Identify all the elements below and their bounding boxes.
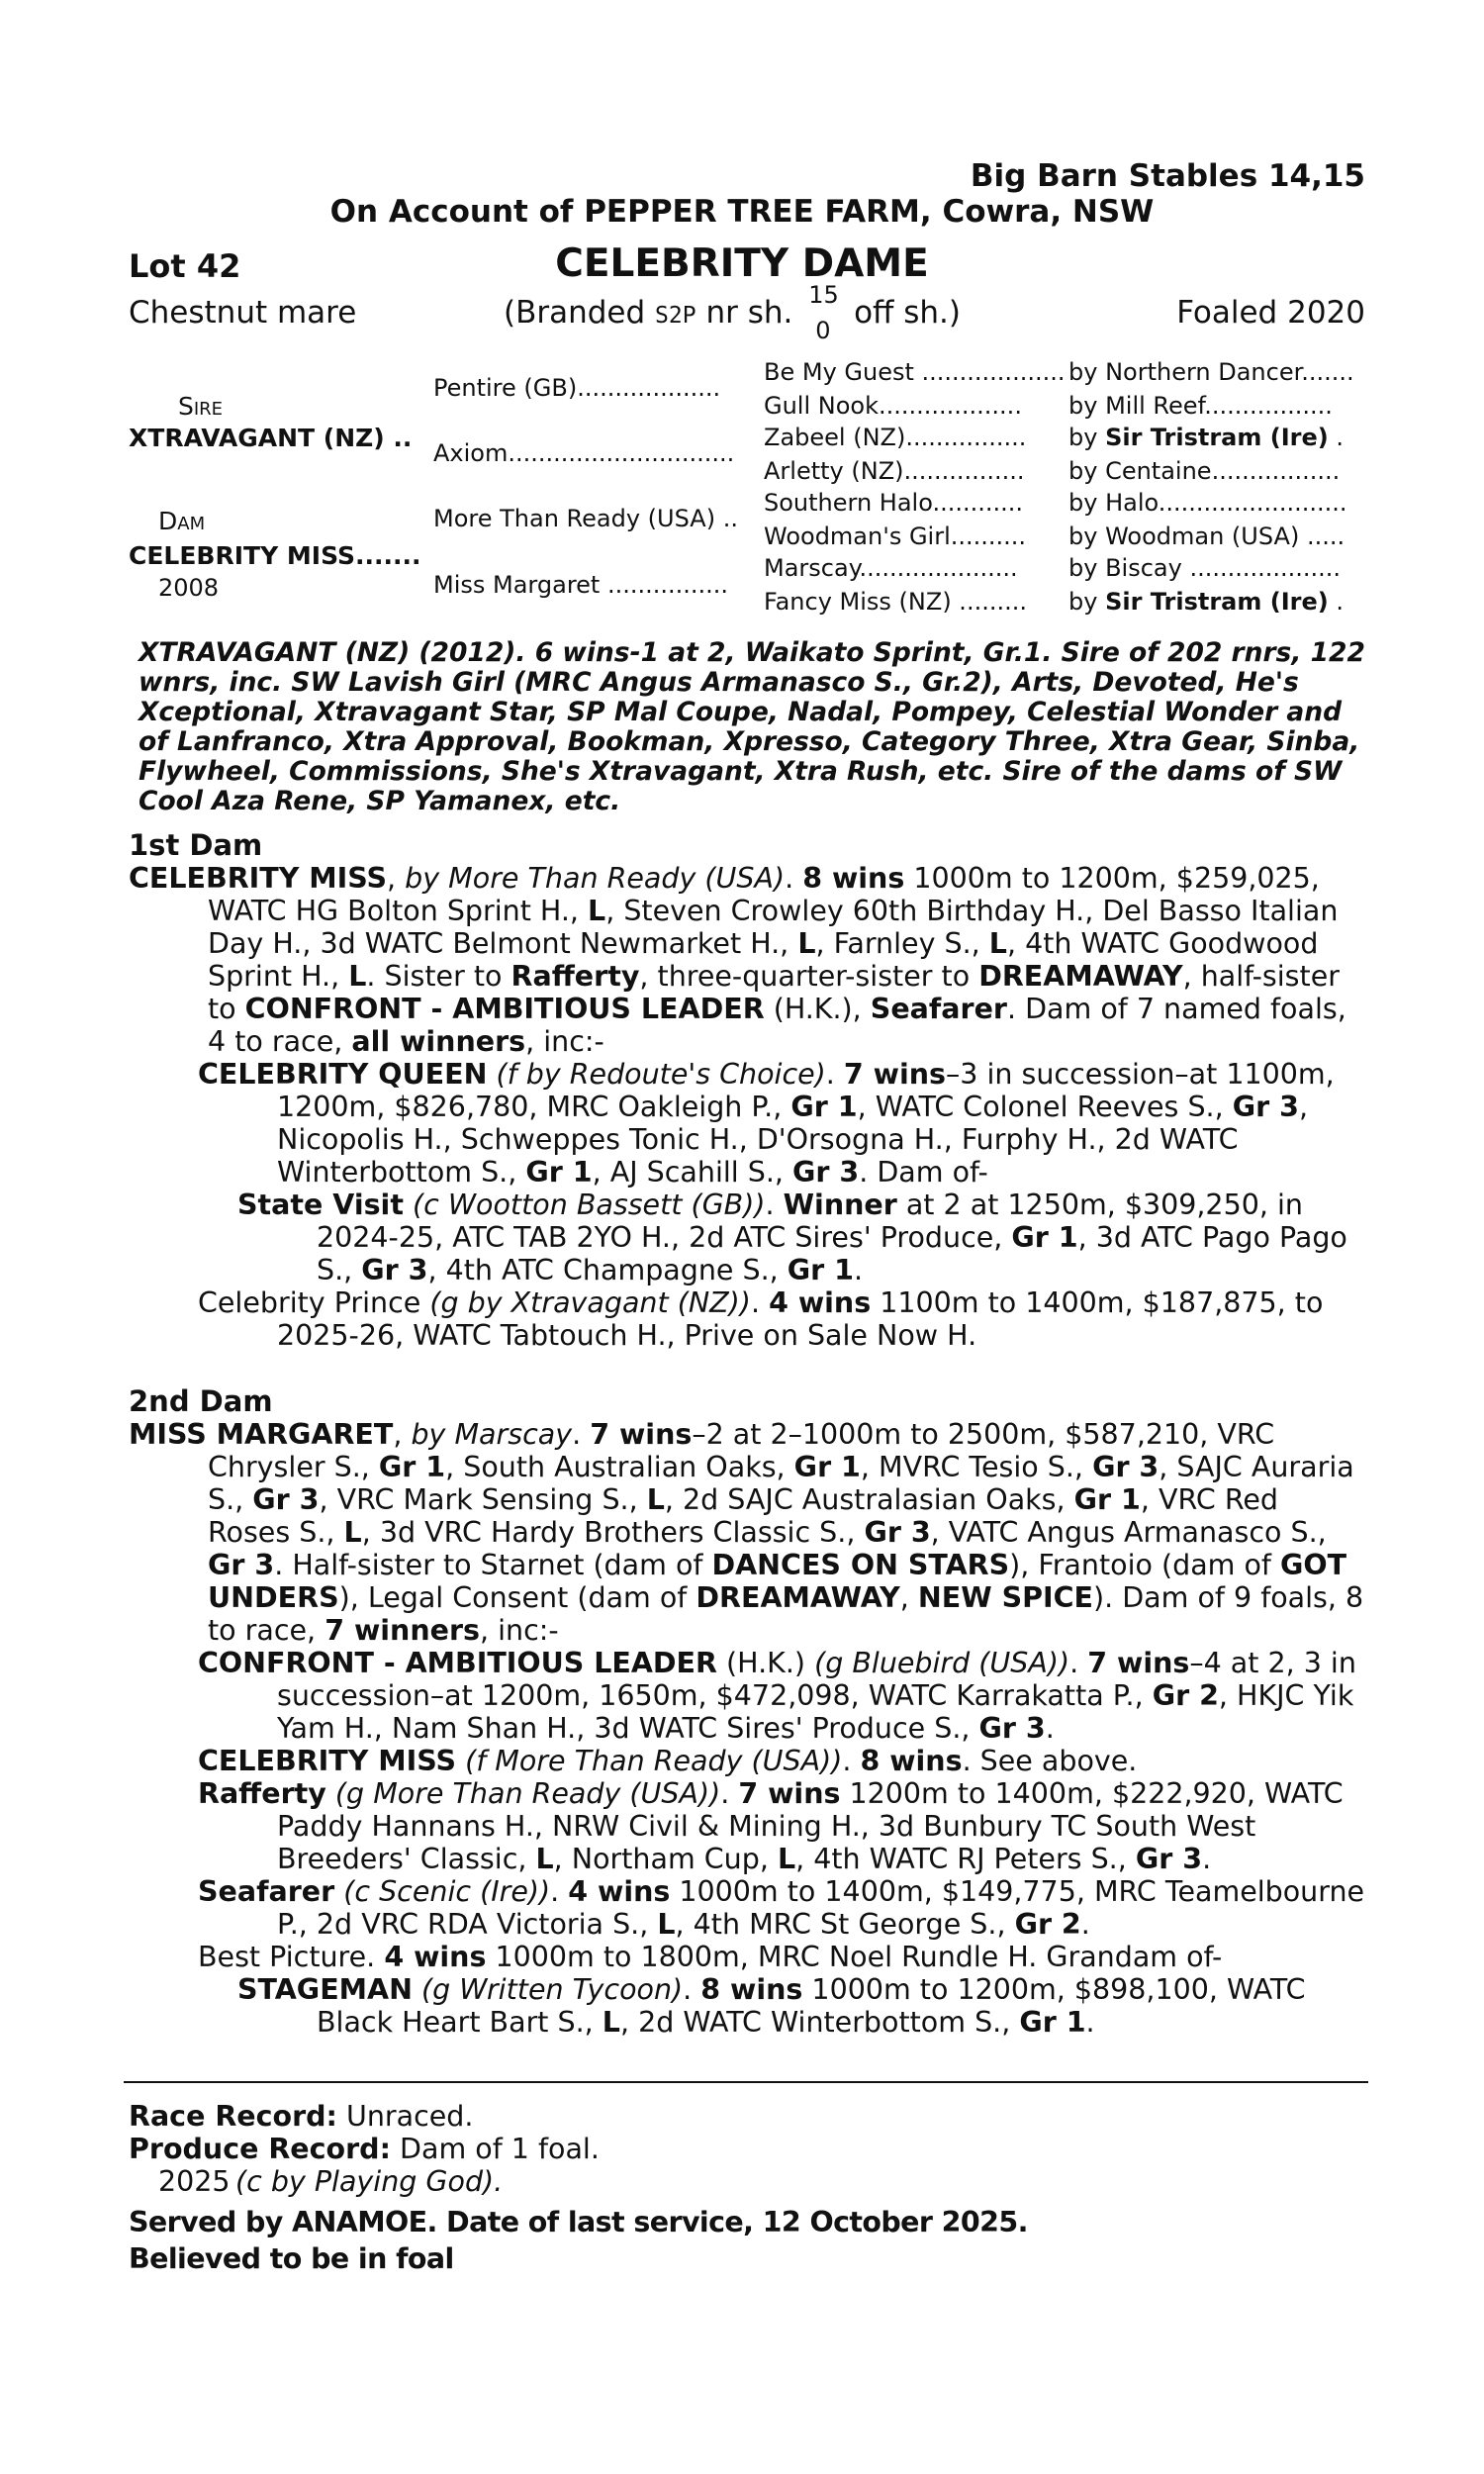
first-dam-paragraphs (129, 862, 1365, 1352)
ancestor-sire-3: by Sir Tristram (Ire) . (1068, 424, 1344, 451)
foaled-year: Foaled 2020 (1176, 295, 1365, 331)
service-note: Served by ANAMOE. Date of last service, 12 October 2025. (129, 2206, 1028, 2238)
race-record-paragraph: CELEBRITY QUEEN (f by Redoute's Choice). 7 wins–3 in succession–at 1100m, 1200m, $826,780, MRC Oakleigh P., Gr 1, WATC Colonel Reeves S., Gr 3, Nicopolis H., Schweppes Tonic H., D'Orsogna H., Furphy H., 2d WATC Winterbottom S., Gr 1, AJ Scahill S., Gr 3. Dam of- (198, 1058, 1335, 1189)
first-dam-section (129, 829, 1365, 1352)
race-record-paragraph: Celebrity Prince (g by Xtravagant (NZ)). 4 wins 1100m to 1400m, $187,875, to 2025-26, WATC Tabtouch H., Prive on Sale Now H. (198, 1286, 1324, 1352)
second-dam-section (129, 1385, 1365, 2039)
sire-label: Sire (178, 392, 224, 421)
horse-name: CELEBRITY DAME (555, 241, 929, 286)
brand-mark: S2P (655, 303, 696, 329)
dam-label: Dam (158, 507, 206, 535)
ancestor-1: Be My Guest ................... (764, 358, 1066, 386)
race-record-paragraph: STAGEMAN (g Written Tycoon). 8 wins 1000m to 1200m, $898,100, WATC Black Heart Bart S., L, 2d WATC Winterbottom S., Gr 1. (237, 1973, 1306, 2039)
foal-entry: 2025 (c by Playing God). (158, 2165, 504, 2198)
race-record-paragraph: CONFRONT - AMBITIOUS LEADER (H.K.) (g Bluebird (USA)). 7 wins–4 at 2, 3 in succession–at 1200m, 1650m, $472,098, WATC Karrakatta P., Gr 2, HKJC Yik Yam H., Nam Shan H., 3d WATC Sires' Produce S., Gr 3. (198, 1647, 1356, 1745)
stable-location: Big Barn Stables 14,15 (970, 158, 1365, 194)
produce-record: Produce Record: Dam of 1 foal. (129, 2133, 600, 2165)
brand-bottom-number: 0 (815, 317, 831, 344)
ancestor-4: Arletty (NZ)................ (764, 457, 1025, 485)
race-record-paragraph: Best Picture. 4 wins 1000m to 1800m, MRC Noel Rundle H. Grandam of- (198, 1941, 1223, 1973)
race-record-paragraph: CELEBRITY MISS (f More Than Ready (USA)). 8 wins. See above. (198, 1745, 1138, 1777)
divider-line (124, 2081, 1368, 2083)
horse-description: Chestnut mare (129, 295, 357, 331)
race-record: Race Record: Unraced. (129, 2100, 474, 2133)
ancestor-sire-2: by Mill Reef................. (1068, 392, 1333, 420)
brand-info: (Branded S2P nr sh. 15 0 off sh.) (504, 281, 962, 344)
dam-year: 2008 (158, 574, 220, 602)
ancestor-sire-7: by Biscay .................... (1068, 554, 1342, 582)
ancestor-sire-6: by Woodman (USA) ..... (1068, 523, 1345, 550)
ancestor-sire-4: by Centaine................. (1068, 457, 1341, 485)
first-dam-heading: 1st Dam (129, 828, 263, 862)
ancestor-7: Marscay..................... (764, 554, 1018, 582)
second-dam-heading: 2nd Dam (129, 1384, 273, 1418)
race-record-paragraph: MISS MARGARET, by Marscay. 7 wins–2 at 2–1000m to 2500m, $587,210, VRC Chrysler S., Gr 1, South Australian Oaks, Gr 1, MVRC Tesio S., Gr 3, SAJC Auraria S., Gr 3, VRC Mark Sensing S., L, 2d SAJC Australasian Oaks, Gr 1, VRC Red Roses S., L, 3d VRC Hardy Brothers Classic S., Gr 3, VATC Angus Armanasco S., Gr 3. Half-sister to Starnet (dam of DANCES ON STARS), Frantoio (dam of GOT UNDERS), Legal Consent (dam of DREAMAWAY, NEW SPICE). Dam of 9 foals, 8 to race, 7 winners, inc:- (129, 1418, 1364, 1647)
account-line: On Account of PEPPER TREE FARM, Cowra, NSW (329, 194, 1155, 230)
dam-name: CELEBRITY MISS....... (129, 541, 421, 570)
dam-sire: More Than Ready (USA) .. (433, 505, 738, 532)
ancestor-sire-1: by Northern Dancer....... (1068, 358, 1354, 386)
sire-sire: Pentire (GB)................... (433, 374, 721, 402)
sire-name: XTRAVAGANT (NZ) .. (129, 424, 413, 452)
ancestor-6: Woodman's Girl.......... (764, 523, 1027, 550)
race-record-paragraph: CELEBRITY MISS, by More Than Ready (USA). 8 wins 1000m to 1200m, $259,025, WATC HG Bolton Sprint H., L, Steven Crowley 60th Birthday H., Del Basso Italian Day H., 3d WATC Belmont Newmarket H., L, Farnley S., L, 4th WATC Goodwood Sprint H., L. Sister to Rafferty, three-quarter-sister to DREAMAWAY, half-sister to CONFRONT - AMBITIOUS LEADER (H.K.), Seafarer. Dam of 7 named foals, 4 to race, all winners, inc:- (129, 862, 1346, 1058)
ancestor-3: Zabeel (NZ)................ (764, 424, 1027, 451)
sire-description: XTRAVAGANT (NZ) (2012). 6 wins-1 at 2, Waikato Sprint, Gr.1. Sire of 202 rnrs, 122 wnrs, inc. SW Lavish Girl (MRC Angus Armanasco S., Gr.2), Arts, Devoted, He's Xceptional, Xtravagant Star, SP Mal Coupe, Nadal, Pompey, Celestial Wonder and of Lanfranco, Xtra Approval, Bookman, Xpresso, Category Three, Xtra Gear, Sinba, Flywheel, Commissions, She's Xtravagant, Xtra Rush, etc. Sire of the dams of SW Cool Aza Rene, SP Yamanex, etc. (139, 637, 1365, 816)
race-record-paragraph: State Visit (c Wootton Bassett (GB)). Winner at 2 at 1250m, $309,250, in 2024-25, ATC TAB 2YO H., 2d ATC Sires' Produce, Gr 1, 3d ATC Pago Pago S., Gr 3, 4th ATC Champagne S., Gr 1. (237, 1189, 1347, 1286)
race-record-paragraph: Rafferty (g More Than Ready (USA)). 7 wins 1200m to 1400m, $222,920, WATC Paddy Hannans H., NRW Civil & Mining H., 3d Bunbury TC South West Breeders' Classic, L, Northam Cup, L, 4th WATC RJ Peters S., Gr 3. (198, 1777, 1344, 1875)
ancestor-sire-5: by Halo......................... (1068, 489, 1347, 517)
in-foal-note: Believed to be in foal (129, 2242, 454, 2275)
dam-dam: Miss Margaret ................ (433, 571, 729, 599)
second-dam-paragraphs (129, 1418, 1365, 2039)
lot-number: Lot 42 (129, 247, 241, 285)
brand-top-number: 15 (808, 281, 839, 309)
ancestor-sire-8: by Sir Tristram (Ire) . (1068, 588, 1344, 616)
ancestor-2: Gull Nook................... (764, 392, 1022, 420)
sire-dam: Axiom.............................. (433, 439, 735, 467)
records-section (129, 2100, 1365, 2275)
race-record-paragraph: Seafarer (c Scenic (Ire)). 4 wins 1000m to 1400m, $149,775, MRC Teamelbourne P., 2d VRC RDA Victoria S., L, 4th MRC St George S., Gr 2. (198, 1875, 1365, 1941)
ancestor-5: Southern Halo............ (764, 489, 1024, 517)
ancestor-8: Fancy Miss (NZ) ......... (764, 588, 1027, 616)
